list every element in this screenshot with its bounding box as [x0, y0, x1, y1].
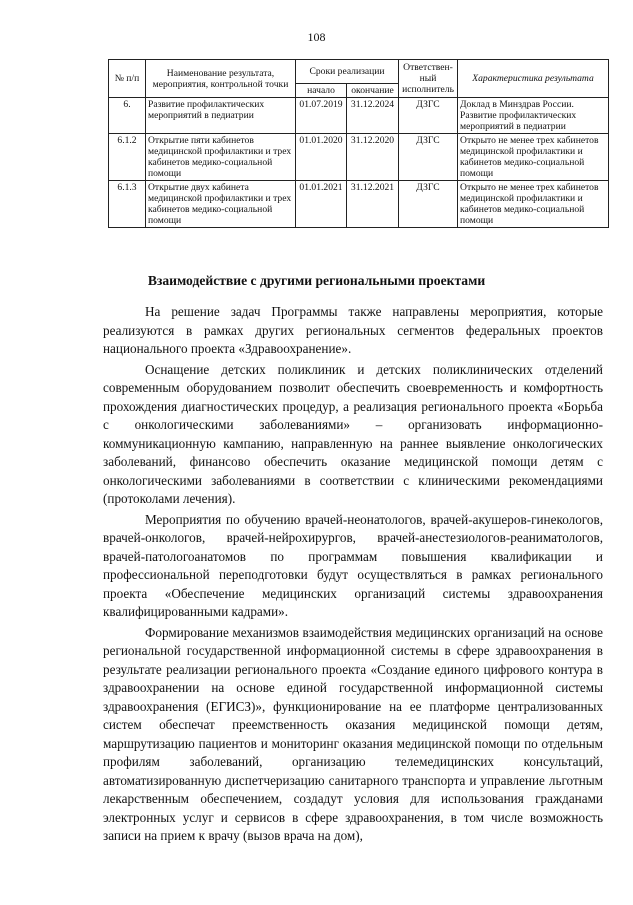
table-header-row — [109, 60, 609, 84]
header-end: окончание — [347, 84, 399, 98]
row-end: 31.12.2021 — [347, 181, 399, 228]
row-executor: ДЗГС — [399, 181, 458, 228]
row-start: 01.01.2021 — [296, 181, 347, 228]
paragraph: На решение задач Программы также направлены мероприятия, которые реализуются в рамках других региональных сегментов федеральных проектов национального проекта «Здравоохранение». — [103, 304, 603, 356]
page-number: 108 — [307, 30, 326, 44]
row-num: 6. — [109, 98, 146, 134]
row-end: 31.12.2020 — [347, 134, 399, 181]
row-result: Открыто не менее трех кабинетов медицинской профилактики и кабинетов медико-социальной помощи — [458, 181, 609, 228]
header-name: Наименование результата, мероприятия, контрольной точки — [146, 60, 296, 98]
row-end: 31.12.2024 — [347, 98, 399, 134]
row-name: Развитие профилактических мероприятий в педиатрии — [146, 98, 296, 134]
row-name: Открытие пяти кабинетов медицинской профилактики и трех кабинетов медико-социальной помощи — [146, 134, 296, 181]
row-start: 01.01.2020 — [296, 134, 347, 181]
header-start: начало — [296, 84, 347, 98]
results-table — [108, 59, 609, 228]
paragraph: Формирование механизмов взаимодействия медицинских организаций на основе региональной государственной информационной системы в сфере здравоохранения в результате реализации регионального проекта «Создание единого цифрового контура в здравоохранении на основе единой государственной информационной системы здравоохранения (ЕГИСЗ)», функционирование на ее платформе централизованных систем обеспечат преемственность оказания медицинской помощи детям, маршрутизацию пациентов и мониторинг оказания медицинской помощи по отдельным профилям заболеваний, организацию телемедицинских консультаций, автоматизированную диспетчеризацию санитарного транспорта и управление льготным лекарственным обеспечением, создадут условия для использования гражданами электронных услуг и сервисов в сфере здравоохранения, в том числе возможность записи на прием к врачу (вызов врача на дом), — [103, 624, 603, 843]
header-executor: Ответствен-ный исполнитель — [399, 60, 458, 98]
section-heading: Взаимодействие с другими региональными проектами — [147, 273, 486, 288]
row-executor: ДЗГС — [399, 134, 458, 181]
table-row — [109, 98, 609, 134]
row-executor: ДЗГС — [399, 98, 458, 134]
row-num: 6.1.3 — [109, 181, 146, 228]
row-start: 01.07.2019 — [296, 98, 347, 134]
table-row — [109, 181, 609, 228]
header-characteristic: Характеристика результата — [458, 60, 609, 98]
header-terms: Сроки реализации — [296, 60, 399, 84]
body-text — [103, 303, 603, 848]
table-row — [109, 134, 609, 181]
row-name: Открытие двух кабинета медицинской профилактики и трех кабинетов медико-социальной помощи — [146, 181, 296, 228]
header-num: № п/п — [109, 60, 146, 98]
paragraph: Оснащение детских поликлиник и детских поликлинических отделений современным оборудованием позволит обеспечить своевременность и комфортность прохождения диагностических процедур, а реализация регионального проекта «Борьба с онкологическими заболеваниями» – организовать информационно-коммуникационную кампанию, направленную на раннее выявление онкологических заболеваний, финансово обеспечить оказание медицинской помощи детям с онкологическими заболеваниями в соответствии с клиническими рекомендациями (протоколами лечения). — [103, 361, 603, 506]
row-result: Доклад в Минздрав России. Развитие профилактических мероприятий в педиатрии — [458, 98, 609, 134]
row-result: Открыто не менее трех кабинетов медицинской профилактики и кабинетов медико-социальной помощи — [458, 134, 609, 181]
paragraph: Мероприятия по обучению врачей-неонатологов, врачей-акушеров-гинекологов, врачей-онкологов, врачей-нейрохирургов, врачей-анестезиологов-реаниматологов, врачей-патологоанатомов по программам повышения квалификации и профессиональной переподготовки будут осуществляться в рамках регионального проекта «Обеспечение медицинских организаций системы здравоохранения квалифицированными кадрами». — [103, 511, 603, 619]
row-num: 6.1.2 — [109, 134, 146, 181]
